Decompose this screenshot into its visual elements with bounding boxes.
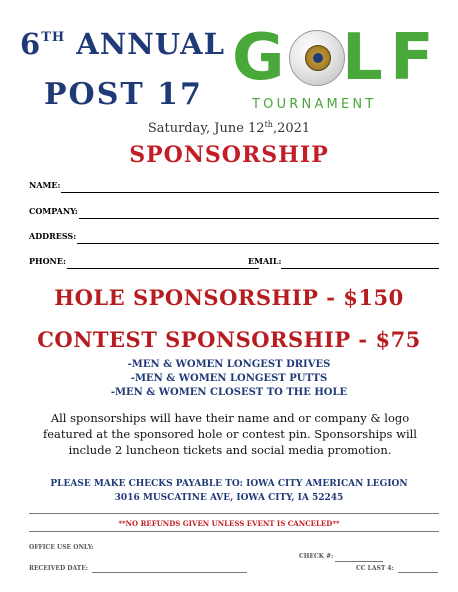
annual-heading xyxy=(20,27,226,61)
logo-letter-l: L xyxy=(342,21,383,95)
list-item: -MEN & WOMEN CLOSEST TO THE HOLE xyxy=(110,387,348,398)
phone-label: PHONE: xyxy=(29,256,66,266)
name-line[interactable] xyxy=(61,192,439,193)
company-field[interactable] xyxy=(29,205,439,219)
divider-bottom xyxy=(29,531,439,532)
phone-field[interactable] xyxy=(29,255,259,269)
payment-line-1: PLEASE MAKE CHECKS PAYABLE TO: IOWA CITY AMERICAN LEGION xyxy=(50,479,408,489)
golf-logo xyxy=(232,21,442,95)
cc-last-line[interactable] xyxy=(398,572,438,573)
address-label: ADDRESS: xyxy=(29,231,77,241)
address-line[interactable] xyxy=(77,243,439,244)
logo-letter-f: F xyxy=(390,21,434,95)
payment-line-2: 3016 MUSCATINE AVE, IOWA CITY, IA 52245 xyxy=(114,493,344,503)
date-year: ,2021 xyxy=(272,121,311,136)
golf-ball-icon xyxy=(289,30,345,86)
american-legion-emblem-icon xyxy=(305,45,331,71)
email-label: EMAIL: xyxy=(248,256,282,266)
received-date-line[interactable] xyxy=(92,572,247,573)
phone-line[interactable] xyxy=(67,268,259,269)
cc-last-label: CC LAST 4: xyxy=(356,565,394,572)
contest-sponsorship-price: CONTEST SPONSORSHIP - $75 xyxy=(37,327,421,352)
office-use-title: OFFICE USE ONLY: xyxy=(29,544,94,551)
event-date xyxy=(0,120,458,136)
contest-list xyxy=(0,358,458,400)
date-suffix: th xyxy=(264,120,273,129)
hole-sponsorship-price: HOLE SPONSORSHIP - $150 xyxy=(54,285,404,310)
emblem-center xyxy=(313,53,323,63)
check-label: CHECK #: xyxy=(299,553,334,560)
name-label: NAME: xyxy=(29,180,61,190)
name-field[interactable] xyxy=(29,179,439,193)
payment-instructions xyxy=(0,477,458,505)
annual-text: ANNUAL xyxy=(76,27,226,61)
sponsorship-description: All sponsorships will have their name and or company & logo featured at the sponsored hole or contest pin. Sponsorships will include 2 luncheon tickets and social media promotion. xyxy=(43,411,417,457)
company-line[interactable] xyxy=(79,218,439,219)
date-prefix: Saturday, June 12 xyxy=(147,121,265,136)
address-field[interactable] xyxy=(29,230,439,244)
list-item: -MEN & WOMEN LONGEST DRIVES xyxy=(127,359,331,370)
company-label: COMPANY: xyxy=(29,206,78,216)
refund-notice: **NO REFUNDS GIVEN UNLESS EVENT IS CANCELED** xyxy=(118,519,340,528)
post-heading: POST 17 xyxy=(44,77,203,112)
check-line[interactable] xyxy=(335,561,383,562)
email-field[interactable] xyxy=(248,255,439,269)
email-line[interactable] xyxy=(281,268,439,269)
received-date-label: RECEIVED DATE: xyxy=(29,565,89,572)
logo-subtitle: TOURNAMENT xyxy=(252,97,377,112)
divider-top xyxy=(29,513,439,514)
logo-letter-g: G xyxy=(232,21,285,95)
annual-suffix: TH xyxy=(41,30,66,45)
list-item: -MEN & WOMEN LONGEST PUTTS xyxy=(130,373,328,384)
annual-ordinal: 6 xyxy=(20,27,42,61)
page-title: SPONSORSHIP xyxy=(129,142,329,168)
